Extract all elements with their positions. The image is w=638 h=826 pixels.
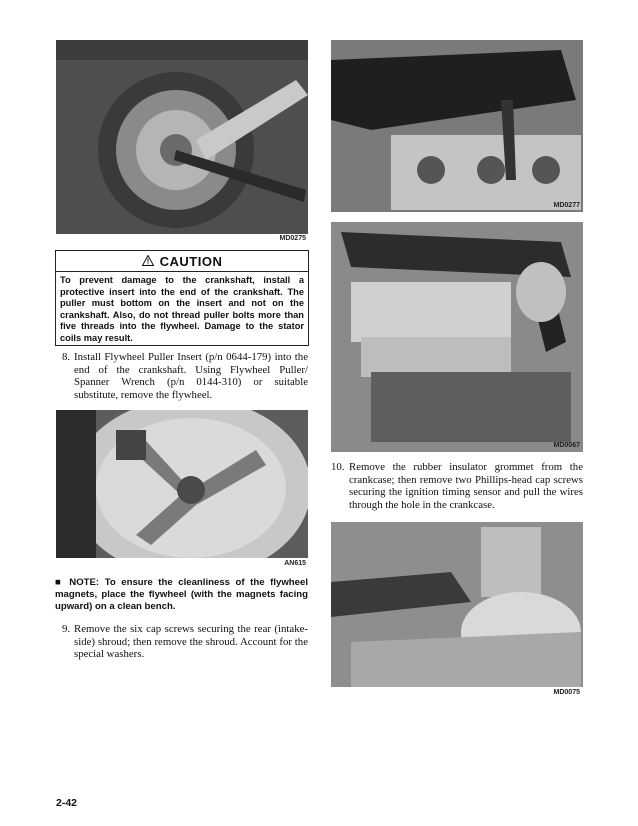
step-number: 9. <box>62 623 71 635</box>
caution-text: To prevent damage to the crankshaft, install a protective insert into the end of the crankshaft. The puller must bottom on the insert and not on the crankshaft. Also, do not thread puller bolts more than five threads into the flywheel. Damage to the stator coils may result. <box>60 275 304 343</box>
step-10 <box>331 461 583 511</box>
step-8 <box>62 351 308 401</box>
image-code-md0277: MD0277 <box>553 202 580 209</box>
flywheel-wrench-photo <box>56 40 308 234</box>
wires-crankcase-photo <box>331 522 583 687</box>
image-code-md0075: MD0075 <box>553 689 580 696</box>
note <box>55 577 308 612</box>
engine-top-photo <box>331 40 583 212</box>
warning-triangle-icon <box>142 254 154 269</box>
flywheel-puller-photo <box>56 410 308 558</box>
caution-header <box>56 251 308 272</box>
image-code-md0067: MD0067 <box>553 442 580 449</box>
image-code-md0275: MD0275 <box>279 235 306 242</box>
caution-title: CAUTION <box>159 253 223 269</box>
note-bullet-icon: ■ <box>55 577 64 588</box>
step-text: Install Flywheel Puller Insert (p/n 0644-179) into the end of the crankshaft. Using Flywheel Puller/ Spanner Wrench (p/n 0144-310) or suitable substitute, remove the flywheel. <box>74 351 308 401</box>
step-number: 8. <box>62 351 71 363</box>
image-code-an615: AN615 <box>284 560 306 567</box>
step-text: Remove the rubber insulator grommet from the crankcase; then remove two Phillips-head cap screws securing the ignition timing sensor and pull the wires through the hole in the crankcase. <box>349 461 583 511</box>
step-9 <box>62 623 308 661</box>
page-number: 2-42 <box>56 797 78 809</box>
note-text: NOTE: To ensure the cleanliness of the flywheel magnets, place the flywheel (with the magnets facing upward) on a clean bench. <box>55 577 308 612</box>
step-text: Remove the six cap screws securing the rear (intake-side) shroud; then remove the shroud. Account for the special washers. <box>74 623 308 661</box>
shroud-removal-photo <box>331 222 583 452</box>
step-number: 10. <box>331 461 345 473</box>
caution-box <box>55 250 309 346</box>
